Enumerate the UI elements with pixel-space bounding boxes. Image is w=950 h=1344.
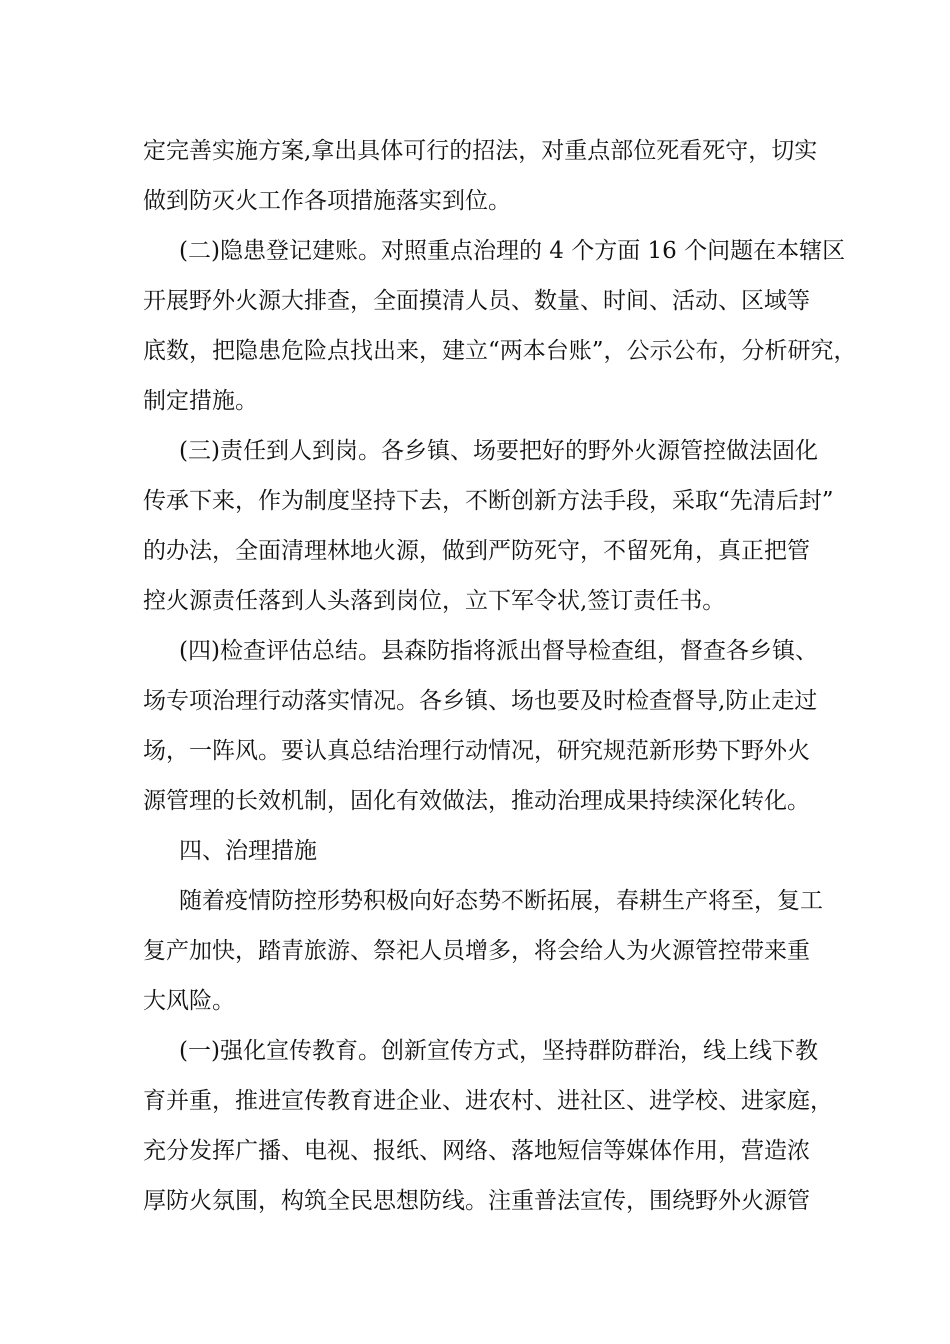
body-text xyxy=(143,126,857,1226)
text-line: 制定措施。 xyxy=(143,388,258,414)
text-line: 开展野外火源大排查，全面摸清人员、数量、时间、活动、区域等 xyxy=(143,288,810,314)
section-heading-line: (四)检查评估总结。县森防指将派出督导检查组，督查各乡镇、 xyxy=(179,638,818,664)
chapter-heading: 四、治理措施 xyxy=(179,838,317,864)
text-line: 定完善实施方案,拿出具体可行的招法，对重点部位死看死守，切实 xyxy=(143,138,818,164)
text-line: 复产加快，踏青旅游、祭祀人员增多，将会给人为火源管控带来重 xyxy=(143,938,810,964)
text-line: 厚防火氛围，构筑全民思想防线。注重普法宣传，围绕野外火源管 xyxy=(143,1188,810,1214)
text-line: 源管理的长效机制，固化有效做法，推动治理成果持续深化转化。 xyxy=(143,788,810,814)
paragraph-start-line: 随着疫情防控形势积极向好态势不断拓展，春耕生产将至，复工 xyxy=(179,888,823,914)
text-line: 底数，把隐患危险点找出来，建立“两本台账”，公示公布，分析研究， xyxy=(143,338,857,364)
text-line: 场，一阵风。要认真总结治理行动情况，研究规范新形势下野外火 xyxy=(143,738,810,764)
text-line: 做到防灭火工作各项措施落实到位。 xyxy=(143,188,511,214)
text-line: 传承下来，作为制度坚持下去，不断创新方法手段，采取“先清后封” xyxy=(143,488,834,514)
text-line: 控火源责任落到人头落到岗位，立下军令状,签订责任书。 xyxy=(143,588,726,614)
section-heading-line: (一)强化宣传教育。创新宣传方式，坚持群防群治，线上线下教 xyxy=(179,1038,818,1064)
section-heading-line: (三)责任到人到岗。各乡镇、场要把好的野外火源管控做法固化 xyxy=(179,438,818,464)
text-line: 场专项治理行动落实情况。各乡镇、场也要及时检查督导,防止走过 xyxy=(143,688,818,714)
text-line: 大风险。 xyxy=(143,988,235,1014)
section-heading-line: (二)隐患登记建账。对照重点治理的 4 个方面 16 个问题在本辖区 xyxy=(179,238,846,264)
text-line: 充分发挥广播、电视、报纸、网络、落地短信等媒体作用，营造浓 xyxy=(143,1138,810,1164)
text-line: 育并重，推进宣传教育进企业、进农村、进社区、进学校、进家庭， xyxy=(143,1088,833,1114)
text-line: 的办法，全面清理林地火源，做到严防死守，不留死角，真正把管 xyxy=(143,538,810,564)
